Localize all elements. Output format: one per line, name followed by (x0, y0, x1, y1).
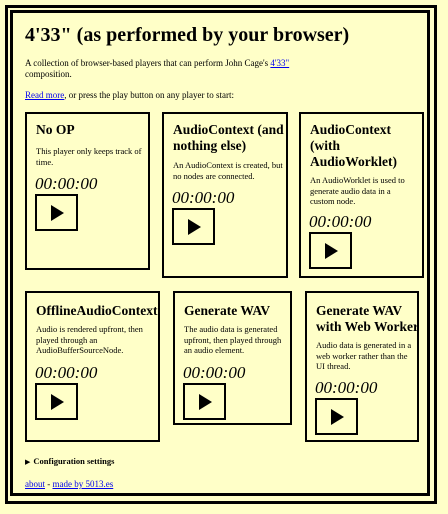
play-icon (199, 394, 212, 410)
player-title: No OP (36, 122, 75, 137)
player-description: Audio data is generated in a web worker rather than the UI thread. (316, 340, 412, 371)
page-title: 4'33" (as performed by your browser) (25, 24, 350, 46)
configuration-settings-toggle[interactable] (25, 456, 114, 466)
player-time: 00:00:00 (172, 188, 235, 207)
read-more-paragraph (25, 90, 234, 101)
player-description: This player only keeps track of time. (36, 146, 142, 167)
footer-separator: - (45, 479, 53, 489)
play-icon (188, 219, 201, 235)
player-title: Generate WAV (184, 303, 271, 318)
player-card-no-op (25, 112, 150, 270)
config-label: Configuration settings (33, 456, 115, 466)
player-card-generate-wav (173, 291, 292, 425)
disclosure-triangle-icon: ▶ (25, 458, 31, 466)
play-button[interactable] (309, 232, 352, 269)
player-card-offline-audiocontext (25, 291, 160, 442)
player-card-audiocontext (162, 112, 288, 278)
made-by-link[interactable]: made by 5013.es (52, 479, 114, 489)
player-description: Audio is rendered upfront, then played through an AudioBufferSourceNode. (36, 324, 143, 355)
intro-paragraph (25, 58, 315, 80)
player-description: The audio data is generated upfront, then played through an audio element. (184, 324, 282, 355)
play-icon (331, 409, 344, 425)
about-link[interactable]: about (25, 479, 45, 489)
player-time: 00:00:00 (309, 212, 372, 231)
footer (25, 479, 113, 489)
player-title: AudioContext (and nothing else) (173, 122, 284, 153)
player-time: 00:00:00 (315, 378, 378, 397)
play-button[interactable] (35, 194, 78, 231)
play-button[interactable] (35, 383, 78, 420)
play-icon (325, 243, 338, 259)
composition-link[interactable]: 4'33" (270, 58, 290, 68)
read-more-suffix: , or press the play button on any player to start: (64, 90, 234, 100)
play-button[interactable] (172, 208, 215, 245)
player-title: AudioContext (with AudioWorklet) (310, 122, 398, 169)
player-card-audioworklet (299, 112, 424, 278)
player-title: Generate WAV with Web Worker (316, 303, 420, 334)
read-more-link[interactable]: Read more (25, 90, 65, 100)
intro-suffix: composition. (25, 69, 72, 79)
player-title: OfflineAudioContext (36, 303, 158, 318)
intro-text: A collection of browser-based players that can perform John Cage's (25, 58, 269, 68)
play-button[interactable] (315, 398, 358, 435)
player-description: An AudioWorklet is used to generate audio data in a custom node. (310, 175, 405, 206)
player-time: 00:00:00 (35, 174, 98, 193)
play-icon (51, 205, 64, 221)
play-icon (51, 394, 64, 410)
player-time: 00:00:00 (35, 363, 98, 382)
play-button[interactable] (183, 383, 226, 420)
player-card-wav-web-worker (305, 291, 419, 442)
player-time: 00:00:00 (183, 363, 246, 382)
player-description: An AudioContext is created, but no nodes are connected. (173, 160, 283, 181)
